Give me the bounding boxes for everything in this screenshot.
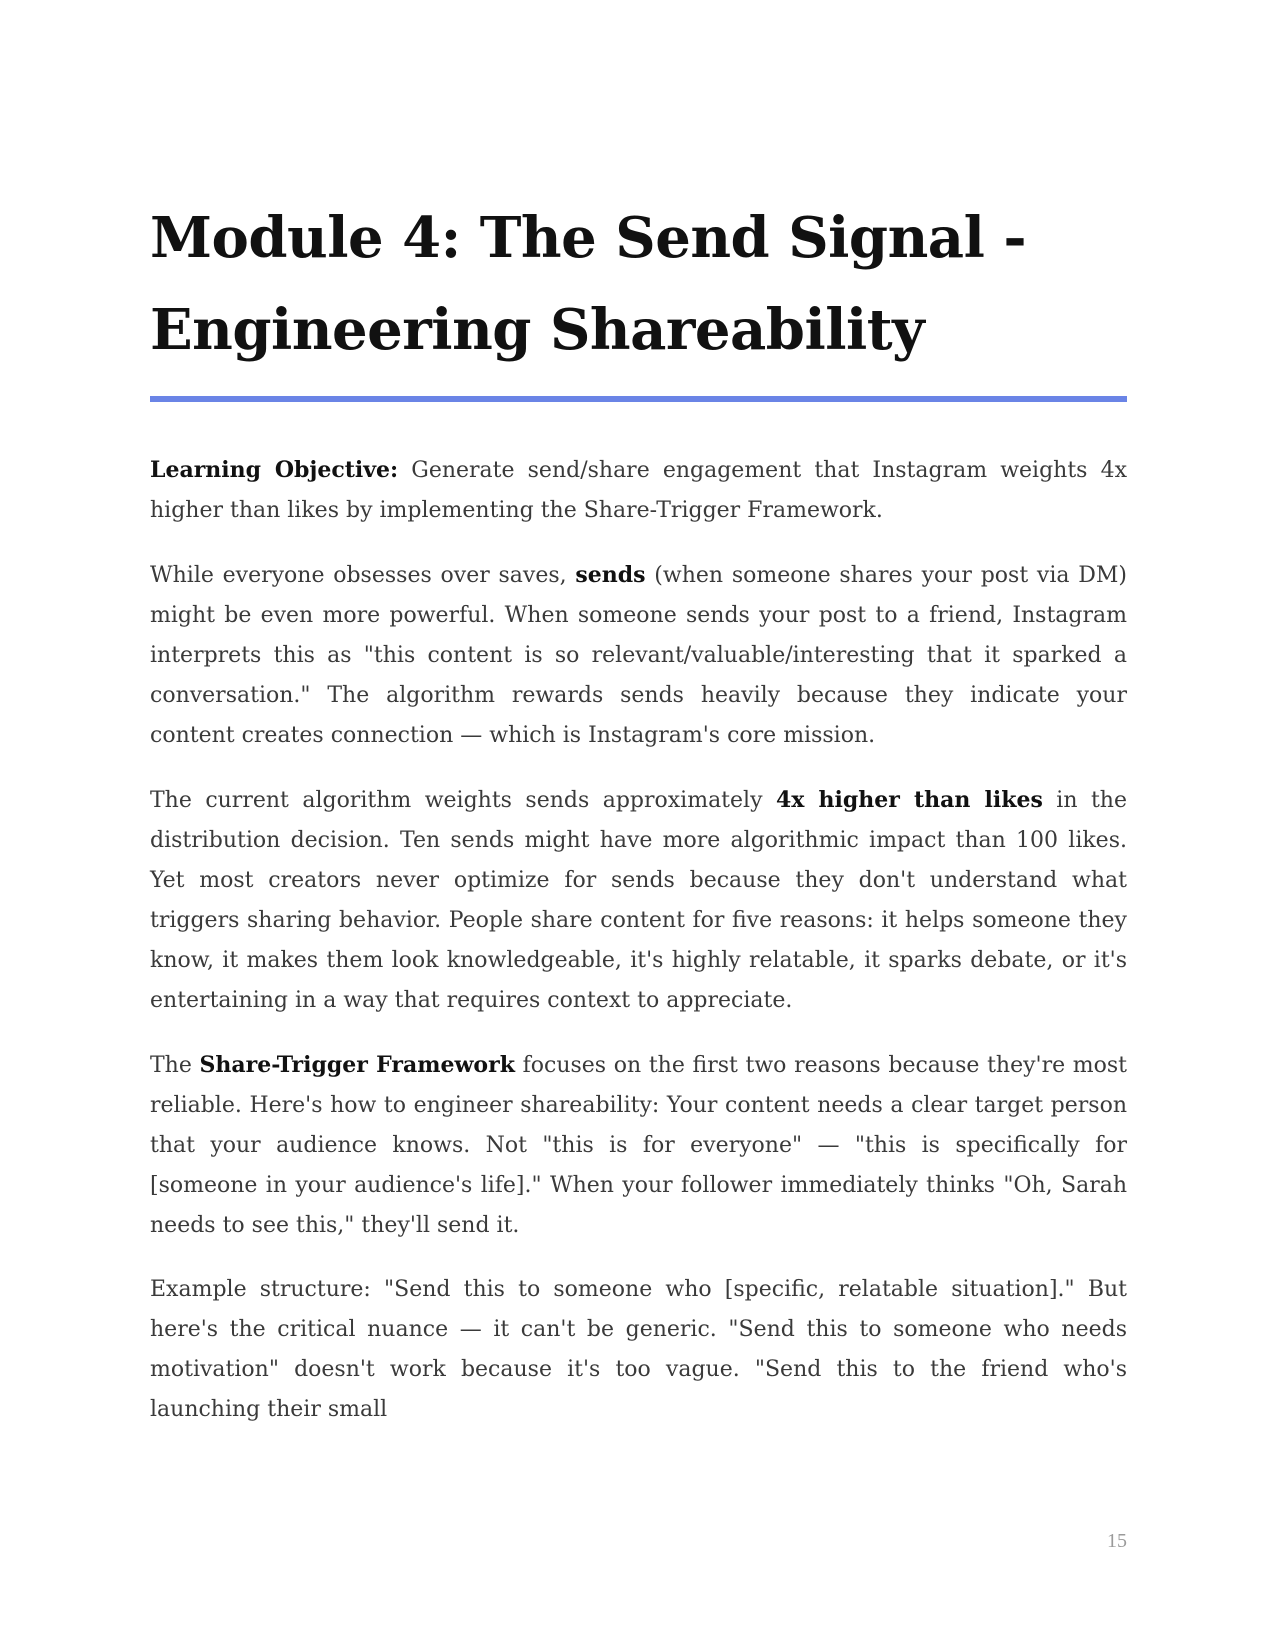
body-text: [150, 450, 1127, 1454]
paragraph-text: in the distribution decision. Ten sends might have more algorithmic impact than 100 likes. Yet most creators never optimize for sends because they don't understand what triggers sharing behavior. People share content for five reasons: it helps someone they know, it makes them look knowledgeable, it's highly relatable, it sparks debate, or it's entertaining in a way that requires context to appreciate.: [150, 788, 1127, 1013]
paragraph-example-structure: [150, 1270, 1127, 1430]
paragraph-text: (when someone shares your post via DM) might be even more powerful. When someone sends your post to a friend, Instagram interprets this as "this content is so relevant/valuable/interesting that it sparked a conversation." The algorithm rewards sends heavily because they indicate your content creates connection — which is Instagram's core mission.: [150, 563, 1128, 748]
title-divider: [150, 396, 1127, 402]
paragraph-text: The current algorithm weights sends approximately: [150, 788, 776, 813]
bold-text: Learning Objective:: [150, 457, 399, 483]
paragraph-text: While everyone obsesses over saves,: [150, 563, 576, 588]
paragraph-algorithm-weights: [150, 780, 1127, 1021]
paragraph-text: focuses on the first two reasons because they're most reliable. Here's how to engineer shareability: Your content needs a clear target person that your audience knows. Not "this is for everyone" — "this is specifically for [someone in your audience's life]." When your follower immediately thinks "Oh, Sarah needs to see this," they'll send it.: [150, 1053, 1128, 1238]
page-title: Module 4: The Send Signal - Engineering Shareability: [150, 205, 1027, 363]
paragraph-share-trigger-framework: [150, 1045, 1127, 1246]
bold-text: sends: [575, 562, 646, 588]
bold-text: 4x higher than likes: [775, 787, 1043, 813]
paragraph-sends: [150, 555, 1127, 756]
paragraph-learning-objective: [150, 450, 1127, 531]
page-number: 15: [1107, 1530, 1127, 1552]
paragraph-text: Generate send/share engagement that Instagram weights 4x higher than likes by implementing the Share-Trigger Framework.: [150, 458, 1127, 523]
paragraph-text: The: [150, 1053, 200, 1078]
paragraph-text: Example structure: "Send this to someone who [specific, relatable situation]." But here's the critical nuance — it can't be generic. "Send this to someone who needs motivation" doesn't work because it's too vague. "Send this to the friend who's launching their small: [150, 1277, 1127, 1422]
bold-text: Share-Trigger Framework: [199, 1052, 515, 1078]
